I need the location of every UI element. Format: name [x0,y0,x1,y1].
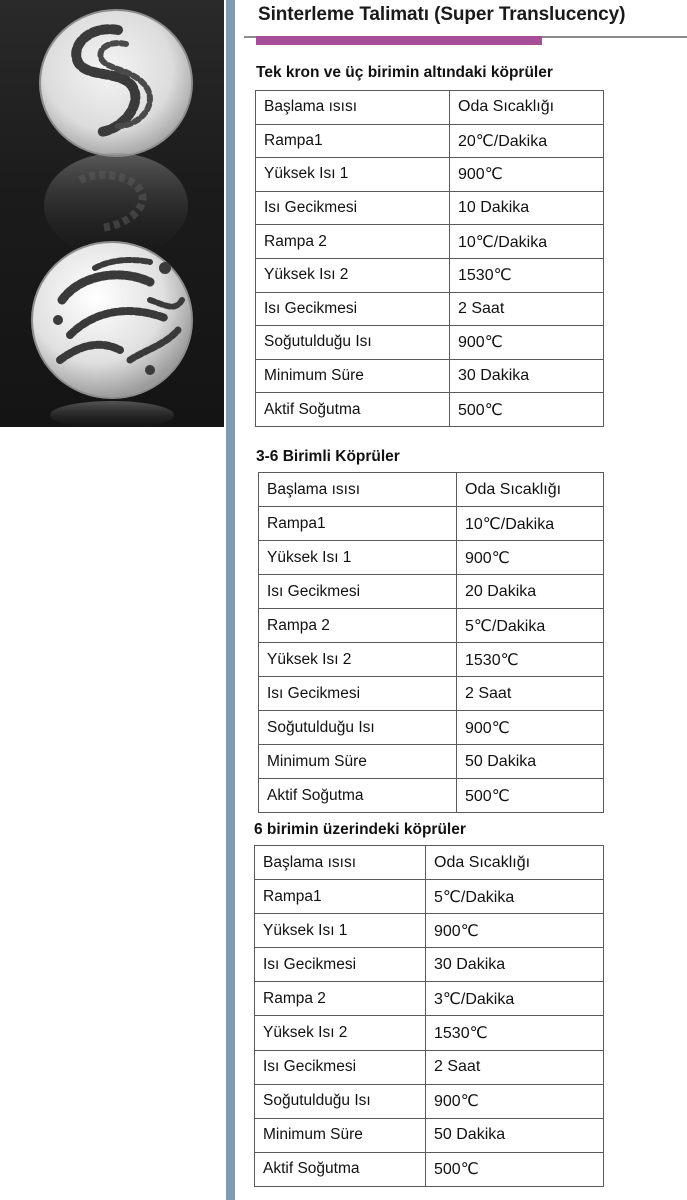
parameter-label: Yüksek Isı 1 [256,158,450,192]
parameter-label: Başlama ısısı [259,473,457,507]
parameter-value: 900℃ [457,711,604,745]
table-row [256,258,604,292]
table-row [255,846,604,880]
parameter-label: Aktif Soğutma [256,393,450,427]
parameter-label: Rampa1 [256,124,450,158]
table-row [259,507,604,541]
table-row [259,575,604,609]
table-row [259,677,604,711]
parameter-label: Minimum Süre [255,1118,426,1152]
sintering-table-over-6-unit [254,845,604,1187]
table-body [255,846,604,1187]
parameter-value: 5℃/Dakika [457,609,604,643]
page-title: Sinterleme Talimatı (Super Translucency) [258,4,626,25]
parameter-label: Başlama ısısı [255,846,426,880]
parameter-value: 500℃ [426,1152,604,1186]
parameter-label: Soğutulduğu Isı [255,1084,426,1118]
parameter-label: Isı Gecikmesi [256,292,450,326]
parameter-label: Aktif Soğutma [259,779,457,813]
parameter-label: Rampa 2 [259,609,457,643]
parameter-value: Oda Sıcaklığı [426,846,604,880]
parameter-value: 30 Dakika [450,359,604,393]
table-row [256,191,604,225]
table-row [256,225,604,259]
parameter-label: Minimum Süre [256,359,450,393]
table-row [255,1016,604,1050]
parameter-value: 10℃/Dakika [450,225,604,259]
table-row [255,1118,604,1152]
parameter-value: 900℃ [450,158,604,192]
parameter-label: Aktif Soğutma [255,1152,426,1186]
table-row [255,880,604,914]
table-row [255,1152,604,1186]
parameter-label: Minimum Süre [259,745,457,779]
table-row [255,914,604,948]
parameter-value: 900℃ [450,326,604,360]
parameter-label: Rampa1 [259,507,457,541]
table-row [256,91,604,125]
parameter-label: Soğutulduğu Isı [256,326,450,360]
sintering-table-3-6-unit [258,472,604,813]
table-row [256,158,604,192]
parameter-value: 50 Dakika [426,1118,604,1152]
vertical-divider [226,0,235,1200]
parameter-value: 900℃ [426,1084,604,1118]
parameter-value: 1530℃ [426,1016,604,1050]
parameter-label: Yüksek Isı 2 [256,258,450,292]
parameter-label: Soğutulduğu Isı [259,711,457,745]
section-title-3-6-unit: 3-6 Birimli Köprüler [256,448,400,465]
table-row [259,541,604,575]
section-title-over-6-unit: 6 birimin üzerindeki köprüler [254,821,466,838]
title-accent-bar [256,36,542,45]
parameter-label: Rampa 2 [256,225,450,259]
parameter-value: 1530℃ [450,258,604,292]
table-row [255,948,604,982]
parameter-value: 20 Dakika [457,575,604,609]
table-row [256,359,604,393]
parameter-value: 5℃/Dakika [426,880,604,914]
parameter-label: Yüksek Isı 2 [255,1016,426,1050]
parameter-value: 2 Saat [450,292,604,326]
parameter-label: Yüksek Isı 2 [259,643,457,677]
table-row [256,326,604,360]
parameter-value: 1530℃ [457,643,604,677]
parameter-value: 500℃ [450,393,604,427]
parameter-label: Isı Gecikmesi [255,948,426,982]
table-row [255,982,604,1016]
table-row [259,745,604,779]
parameter-label: Isı Gecikmesi [256,191,450,225]
table-row [259,473,604,507]
table-row [255,1050,604,1084]
parameter-value: 10℃/Dakika [457,507,604,541]
parameter-label: Rampa1 [255,880,426,914]
parameter-value: 2 Saat [457,677,604,711]
zirconia-disc-illustration [0,0,224,427]
parameter-value: 900℃ [457,541,604,575]
parameter-value: Oda Sıcaklığı [457,473,604,507]
parameter-value: 500℃ [457,779,604,813]
parameter-value: 900℃ [426,914,604,948]
parameter-value: 3℃/Dakika [426,982,604,1016]
parameter-label: Isı Gecikmesi [255,1050,426,1084]
table-row [259,779,604,813]
sintering-table-single-crown [255,90,604,427]
table-row [256,124,604,158]
parameter-label: Isı Gecikmesi [259,575,457,609]
table-body [259,473,604,813]
table-row [256,393,604,427]
zirconia-disc-photo [0,0,224,427]
parameter-value: 20℃/Dakika [450,124,604,158]
parameter-value: 10 Dakika [450,191,604,225]
parameter-value: 2 Saat [426,1050,604,1084]
parameter-value: 30 Dakika [426,948,604,982]
table-row [256,292,604,326]
section-title-single-crown: Tek kron ve üç birimin altındaki köprüler [256,64,553,81]
parameter-label: Yüksek Isı 1 [255,914,426,948]
parameter-label: Rampa 2 [255,982,426,1016]
parameter-label: Isı Gecikmesi [259,677,457,711]
table-body [256,91,604,427]
table-row [259,609,604,643]
table-row [259,643,604,677]
parameter-label: Başlama ısısı [256,91,450,125]
parameter-value: 50 Dakika [457,745,604,779]
parameter-value: Oda Sıcaklığı [450,91,604,125]
table-row [255,1084,604,1118]
table-row [259,711,604,745]
parameter-label: Yüksek Isı 1 [259,541,457,575]
